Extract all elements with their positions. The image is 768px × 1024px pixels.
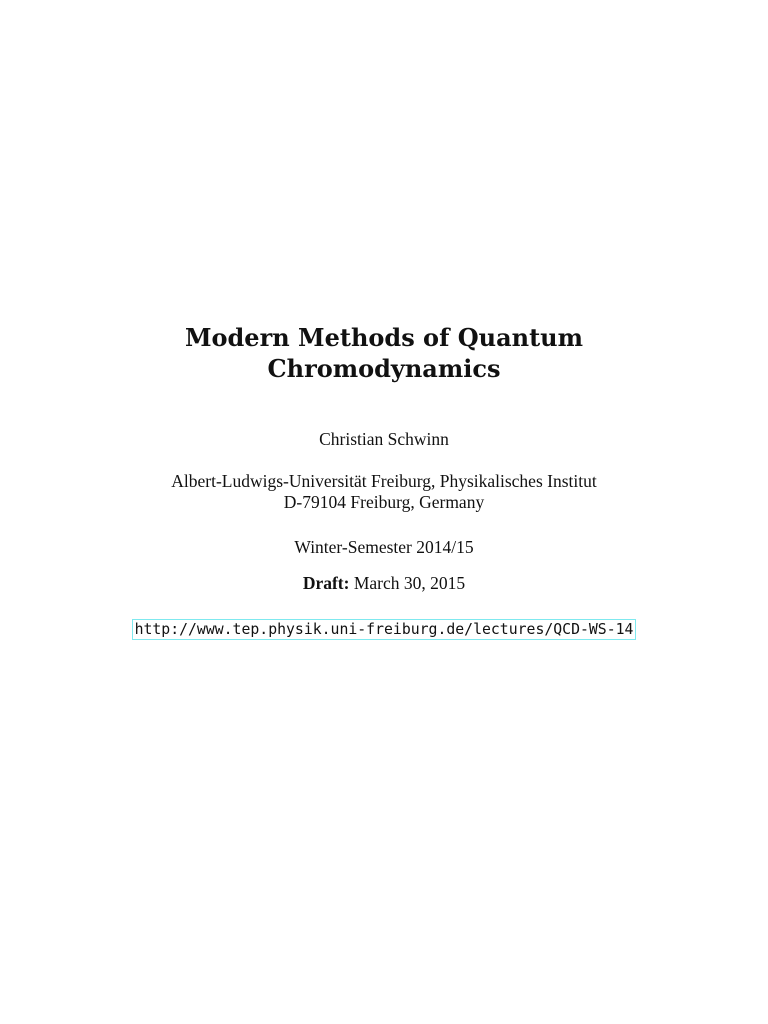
document-title [0, 322, 768, 384]
author-name: Christian Schwinn [319, 429, 449, 449]
affiliation-line-1: Albert-Ludwigs-Universität Freiburg, Physikalisches Institut [171, 471, 597, 491]
draft-date-line [0, 572, 768, 594]
title-line-2: Chromodynamics [267, 354, 501, 383]
lecture-url-link[interactable]: http://www.tep.physik.uni-freiburg.de/lectures/QCD-WS-14 [132, 619, 637, 640]
draft-label: Draft: [302, 573, 350, 593]
affiliation [0, 471, 768, 513]
affiliation-line-2: D-79104 Freiburg, Germany [283, 492, 485, 512]
title-line-1: Modern Methods of Quantum [184, 323, 584, 352]
semester: Winter-Semester 2014/15 [294, 537, 474, 557]
url-row [0, 618, 768, 640]
draft-date: March 30, 2015 [353, 573, 466, 593]
